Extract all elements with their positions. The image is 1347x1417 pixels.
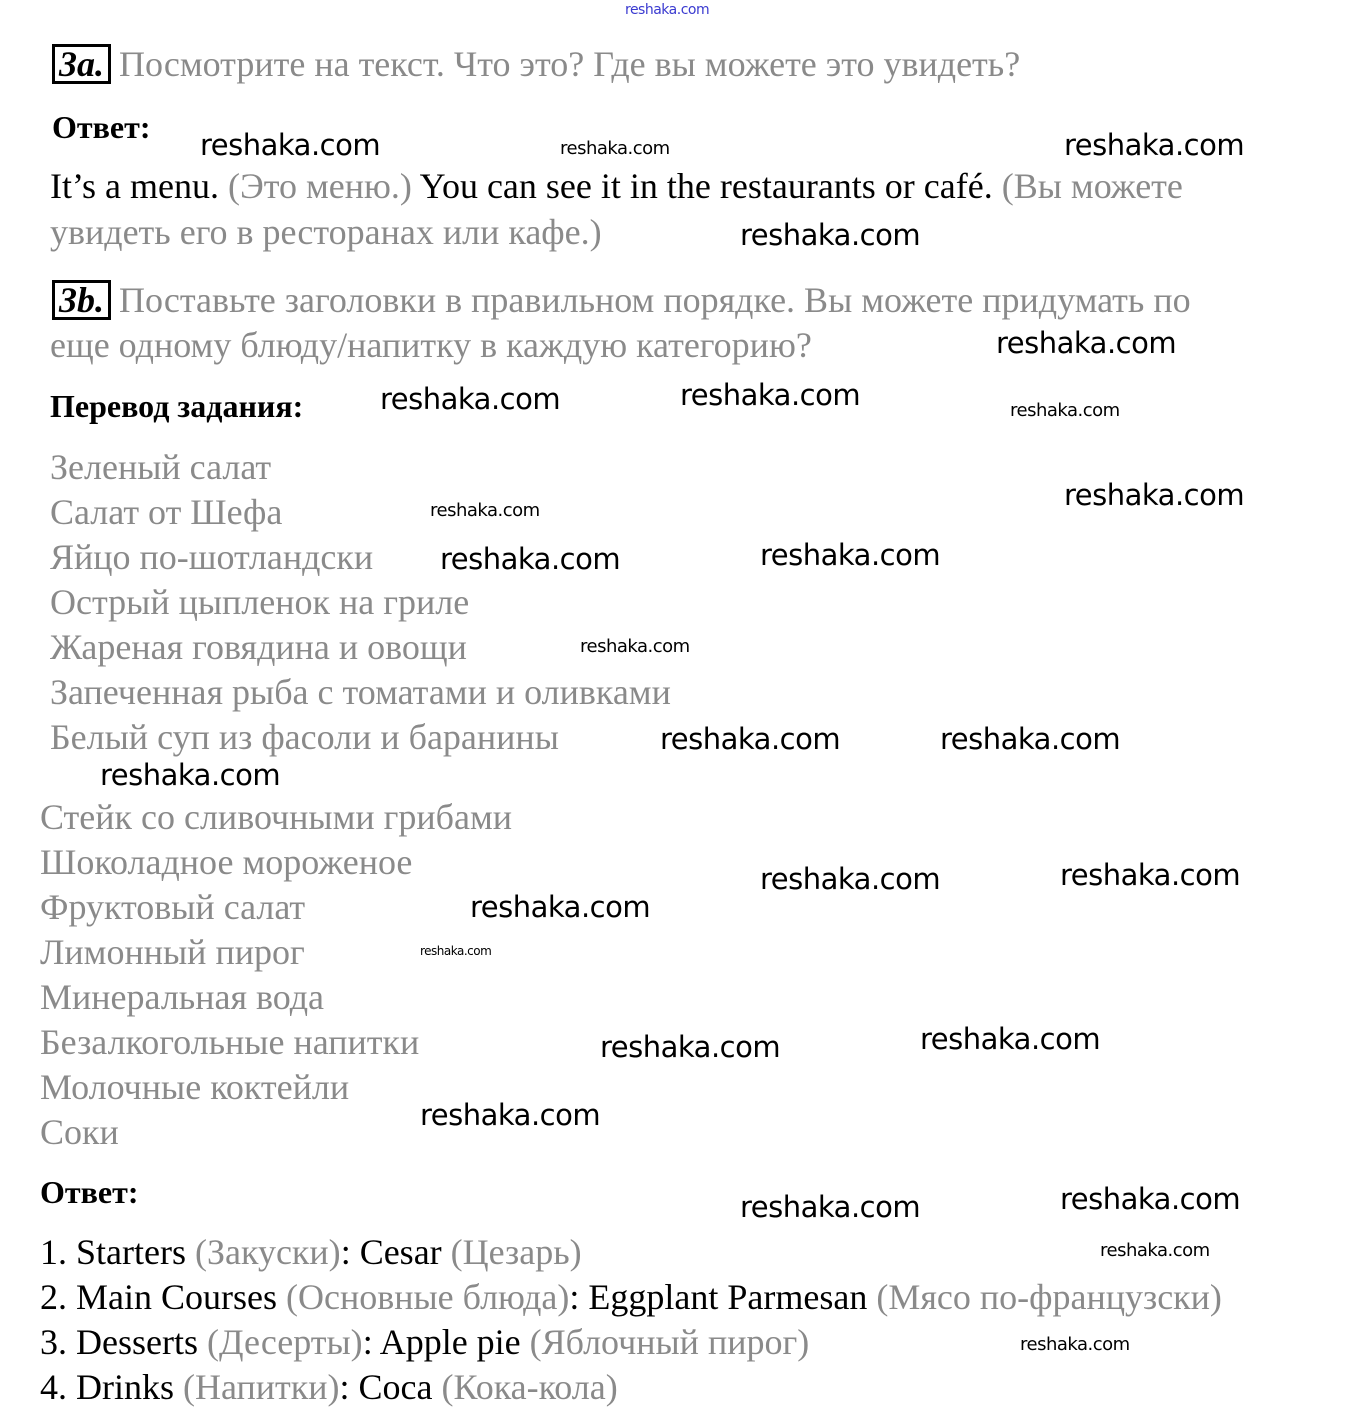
list-item: Зеленый салат: [50, 447, 272, 487]
watermark: reshaka.com: [1064, 128, 1245, 162]
answer-row: 2. Main Courses (Основные блюда): Eggplant Parmesan (Мясо по-французски): [40, 1277, 1222, 1317]
watermark: reshaka.com: [760, 538, 941, 572]
watermark: reshaka.com: [680, 378, 861, 412]
watermark: reshaka.com: [420, 1098, 601, 1132]
answer-en: You can see it in the restaurants or café.: [419, 166, 993, 206]
answer-ru: (Это меню.): [218, 166, 420, 206]
task-3a-number: 3a.: [52, 44, 111, 84]
task-3b-question-line2: еще одному блюду/напитку в каждую категорию?: [50, 325, 812, 365]
answer-ru: (Вы можете: [992, 166, 1183, 206]
task-3b-number: 3b.: [52, 280, 111, 320]
list-item: Фруктовый салат: [40, 887, 306, 927]
watermark: reshaka.com: [1060, 858, 1241, 892]
watermark: reshaka.com: [440, 542, 621, 576]
task-3a-question-line: [52, 44, 1020, 84]
list-item: Острый цыпленок на гриле: [50, 582, 470, 622]
list-item: Лимонный пирог: [40, 932, 305, 972]
answer-label-3a: Ответ:: [52, 109, 151, 145]
answer-row: 3. Desserts (Десерты): Apple pie (Яблочный пирог): [40, 1322, 810, 1362]
watermark: reshaka.com: [1010, 400, 1120, 421]
answer-3a-line2: увидеть его в ресторанах или кафе.): [50, 212, 602, 252]
list-item: Безалкогольные напитки: [40, 1022, 420, 1062]
watermark: reshaka.com: [740, 1190, 921, 1224]
list-item: Шоколадное мороженое: [40, 842, 413, 882]
task-3a-question: Посмотрите на текст. Что это? Где вы можете это увидеть?: [119, 44, 1021, 84]
list-item: Минеральная вода: [40, 977, 325, 1017]
list-item: Запеченная рыба с томатами и оливками: [50, 672, 671, 712]
watermark: reshaka.com: [760, 862, 941, 896]
watermark: reshaka.com: [100, 758, 281, 792]
answer-3a-line1: [50, 166, 1183, 206]
watermark: reshaka.com: [470, 890, 651, 924]
translation-label: Перевод задания:: [50, 388, 304, 424]
watermark: reshaka.com: [740, 218, 921, 252]
list-item: Молочные коктейли: [40, 1067, 350, 1107]
list-item: Стейк со сливочными грибами: [40, 797, 512, 837]
watermark: reshaka.com: [600, 1030, 781, 1064]
watermark: reshaka.com: [996, 326, 1177, 360]
answer-en: It’s a menu.: [50, 166, 219, 206]
list-item: Яйцо по-шотландски: [50, 537, 374, 577]
header-watermark[interactable]: reshaka.com: [625, 2, 710, 18]
list-item: Белый суп из фасоли и баранины: [50, 717, 559, 757]
watermark: reshaka.com: [940, 722, 1121, 756]
watermark: reshaka.com: [920, 1022, 1101, 1056]
task-3b-question: Поставьте заголовки в правильном порядке. Вы можете придумать по: [119, 280, 1191, 320]
answer-label-3b: Ответ:: [40, 1174, 139, 1210]
list-item: Жареная говядина и овощи: [50, 627, 467, 667]
task-3b-question-line1: [52, 280, 1191, 320]
watermark: reshaka.com: [560, 138, 670, 159]
watermark: reshaka.com: [420, 944, 492, 958]
list-item: Салат от Шефа: [50, 492, 283, 532]
watermark: reshaka.com: [200, 128, 381, 162]
watermark: reshaka.com: [1060, 1182, 1241, 1216]
answer-row: 4. Drinks (Напитки): Coca (Кока-кола): [40, 1367, 618, 1407]
watermark: reshaka.com: [580, 636, 690, 657]
watermark: reshaka.com: [1020, 1334, 1130, 1355]
list-item: Соки: [40, 1112, 119, 1152]
watermark: reshaka.com: [1100, 1240, 1210, 1261]
watermark: reshaka.com: [380, 382, 561, 416]
answer-row: 1. Starters (Закуски): Cesar (Цезарь): [40, 1232, 582, 1272]
watermark: reshaka.com: [1064, 478, 1245, 512]
watermark: reshaka.com: [660, 722, 841, 756]
watermark: reshaka.com: [430, 500, 540, 521]
